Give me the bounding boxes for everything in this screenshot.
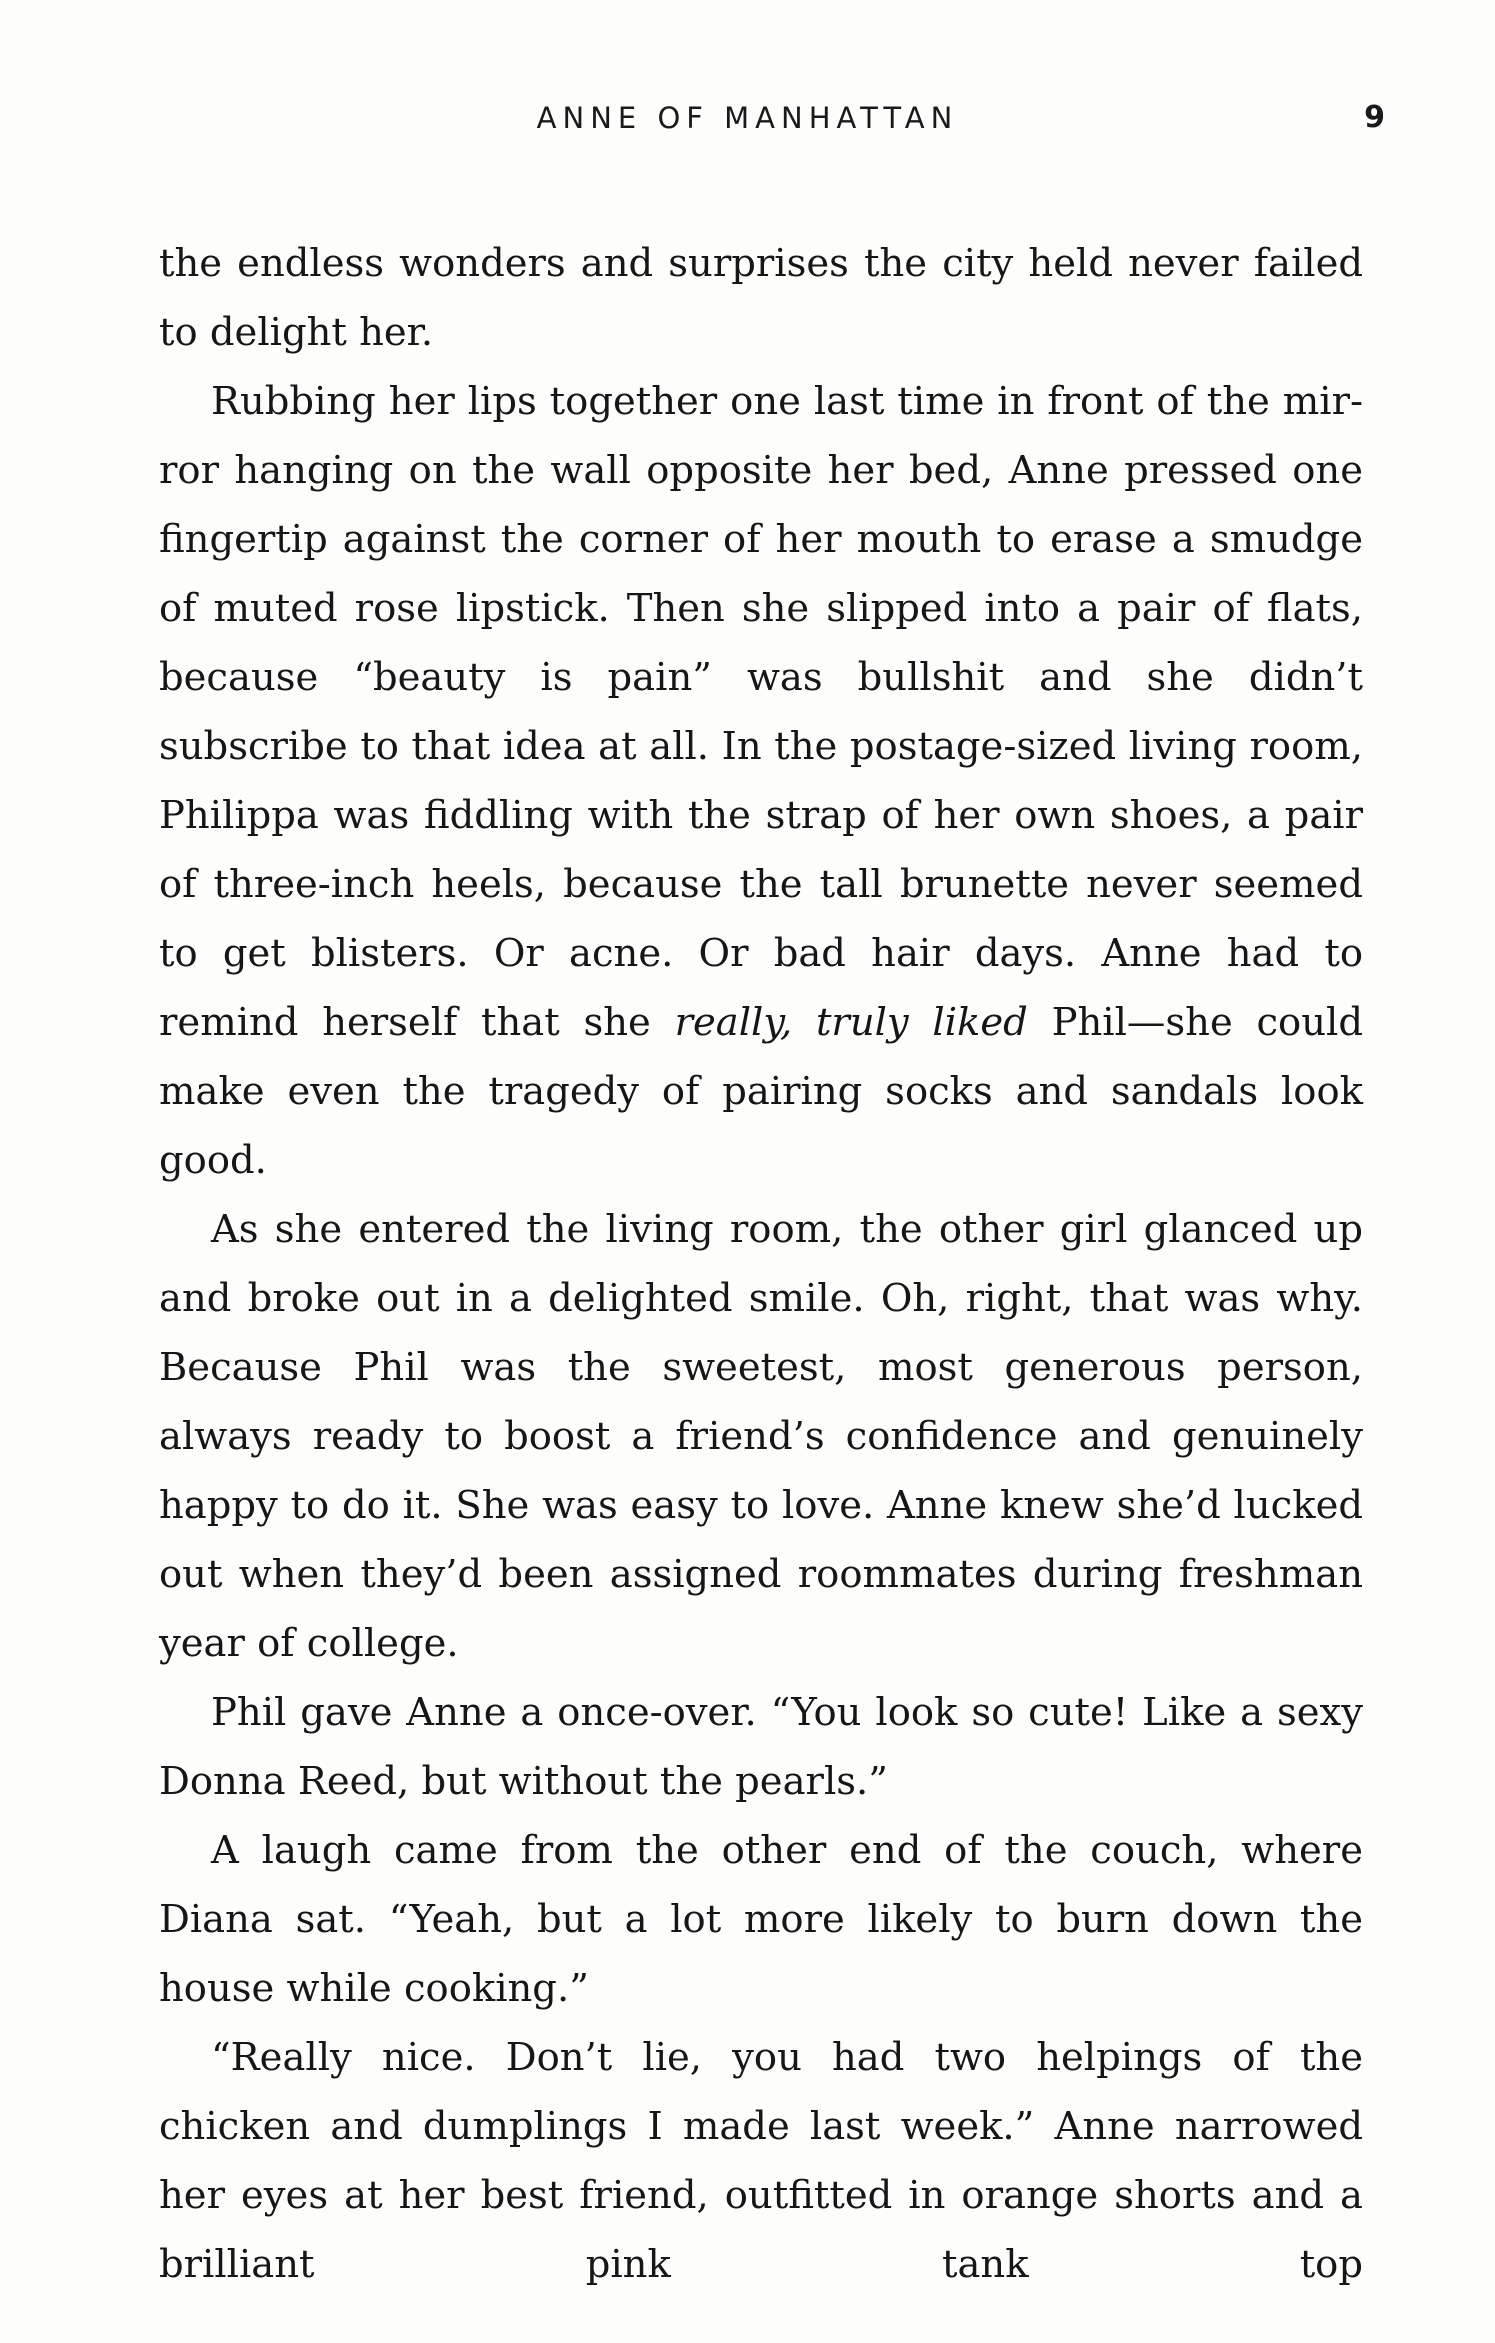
paragraph: Phil gave Anne a once-over. “You look so cute! Like a sexy Donna Reed, but without the pearls.” xyxy=(159,1690,1363,1804)
paragraph xyxy=(159,367,1363,1195)
page-number: 9 xyxy=(1364,100,1385,135)
paragraph: A laugh came from the other end of the couch, where Diana sat. “Yeah, but a lot more likely to burn down the house while cooking.” xyxy=(159,1828,1363,2011)
emphasis-text: really, truly liked xyxy=(674,1000,1028,1045)
paragraph-continued: the endless wonders and surprises the city held never failed to delight her. xyxy=(159,241,1363,355)
paragraph-text: Phil—she could make even the tragedy of pairing socks and sandals look good. xyxy=(159,1000,1363,1183)
running-header-title: ANNE OF MANHATTAN xyxy=(536,101,959,135)
paragraph: As she entered the living room, the other girl glanced up and broke out in a delighted smile. Oh, right, that was why. Because Phil was the sweetest, most generous person, always ready to boost a friend’s confidence and genuinely happy to do it. She was easy to love. Anne knew she’d lucked out when they’d been assigned roommates during freshman year of college. xyxy=(159,1207,1363,1666)
body-text xyxy=(159,229,1363,2299)
paragraph-text: Rubbing her lips together one last time in front of the mirror hanging on the wall opposite her bed, Anne pressed one fingertip against the corner of her mouth to erase a smudge of muted rose lipstick. Then she slipped into a pair of flats, because “beauty is pain” was bullshit and she didn’t subscribe to that idea at all. In the postage-sized living room, Philippa was fiddling with the strap of her own shoes, a pair of three-inch heels, because the tall brunette never seemed to get blisters. Or acne. Or bad hair days. Anne had to remind herself that she xyxy=(159,379,1363,1045)
paragraph: “Really nice. Don’t lie, you had two helpings of the chicken and dumplings I made last week.” Anne narrowed her eyes at her best friend, outfitted in orange shorts and a brilliant pink tank top xyxy=(159,2035,1363,2287)
